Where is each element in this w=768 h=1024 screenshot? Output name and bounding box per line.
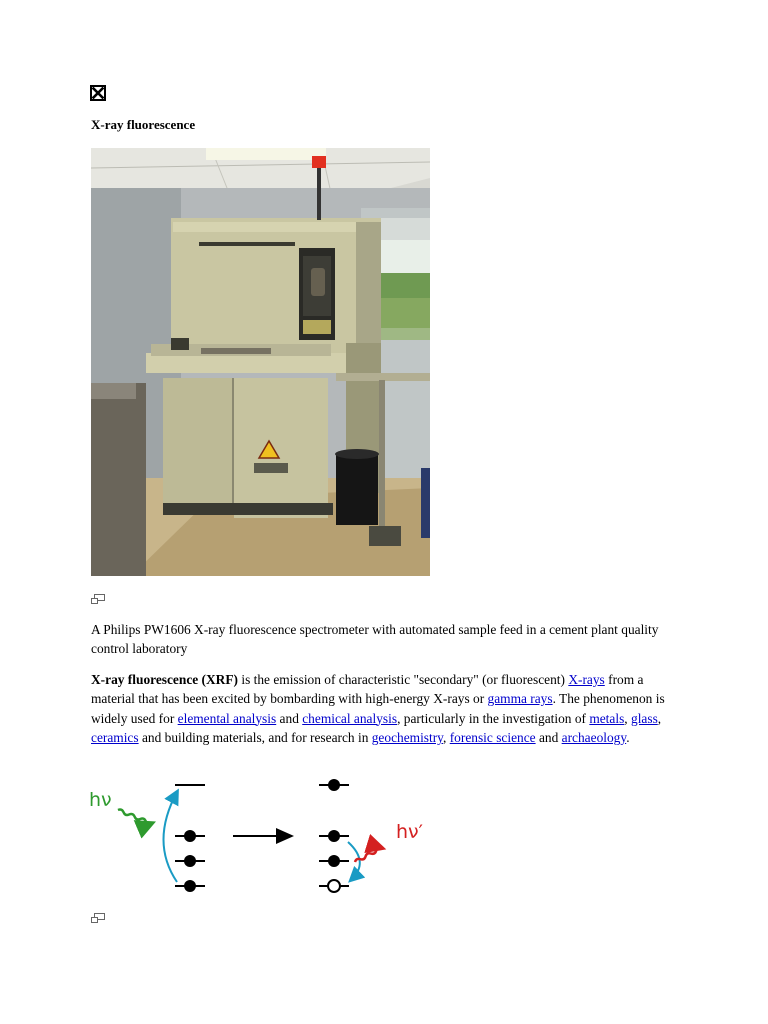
paragraph-text: , xyxy=(657,710,662,726)
link-metals[interactable]: metals xyxy=(589,710,625,726)
paragraph-text: and building materials, and for research in xyxy=(138,729,372,745)
link-elemental-analysis[interactable]: elemental analysis xyxy=(177,710,277,726)
image-caption: A Philips PW1606 X-ray fluorescence spectrometer with automated sample feed in a cement plant quality control laboratory xyxy=(91,622,659,656)
paragraph-text: . The phenomenon is widely used for xyxy=(91,691,665,726)
paragraph-text: . xyxy=(626,729,630,745)
link-x-rays[interactable]: X-rays xyxy=(568,672,605,687)
paragraph-text: from a material that has been excited by bombarding with high-energy X-rays or xyxy=(91,672,644,707)
page-title: X-ray fluorescence xyxy=(91,117,196,132)
paragraph-text: is the emission of characteristic "secondary" (or fluorescent) xyxy=(238,672,569,687)
link-geochemistry[interactable]: geochemistry xyxy=(371,729,444,745)
incoming-photon-arrow xyxy=(117,809,152,825)
paragraph-text: , particularly in the investigation of xyxy=(397,710,590,726)
enlarge-icon[interactable] xyxy=(91,589,105,608)
spectrometer-photo xyxy=(91,148,430,576)
intro-paragraph xyxy=(91,670,681,747)
link-gamma-rays[interactable]: gamma rays xyxy=(487,691,553,707)
paragraph-text: , xyxy=(624,710,631,726)
link-chemical-analysis[interactable]: chemical analysis xyxy=(302,710,398,726)
link-forensic-science[interactable]: forensic science xyxy=(449,729,536,745)
enlarge-icon[interactable] xyxy=(91,908,105,927)
paragraph-text: and xyxy=(535,729,562,745)
incoming-photon-label: hν xyxy=(89,789,112,811)
link-archaeology[interactable]: archaeology xyxy=(561,729,627,745)
broken-image-icon xyxy=(90,85,106,101)
paragraph-text: and xyxy=(276,710,303,726)
paragraph-text: , xyxy=(443,729,450,745)
ejection-arrow xyxy=(164,792,178,882)
outgoing-photon-label: hν′ xyxy=(396,821,423,843)
relaxation-arrow xyxy=(348,842,360,880)
link-glass[interactable]: glass xyxy=(631,710,658,726)
xrf-diagram xyxy=(85,772,430,897)
bold-term: X-ray fluorescence (XRF) xyxy=(91,672,238,687)
link-ceramics[interactable]: ceramics xyxy=(91,729,139,745)
